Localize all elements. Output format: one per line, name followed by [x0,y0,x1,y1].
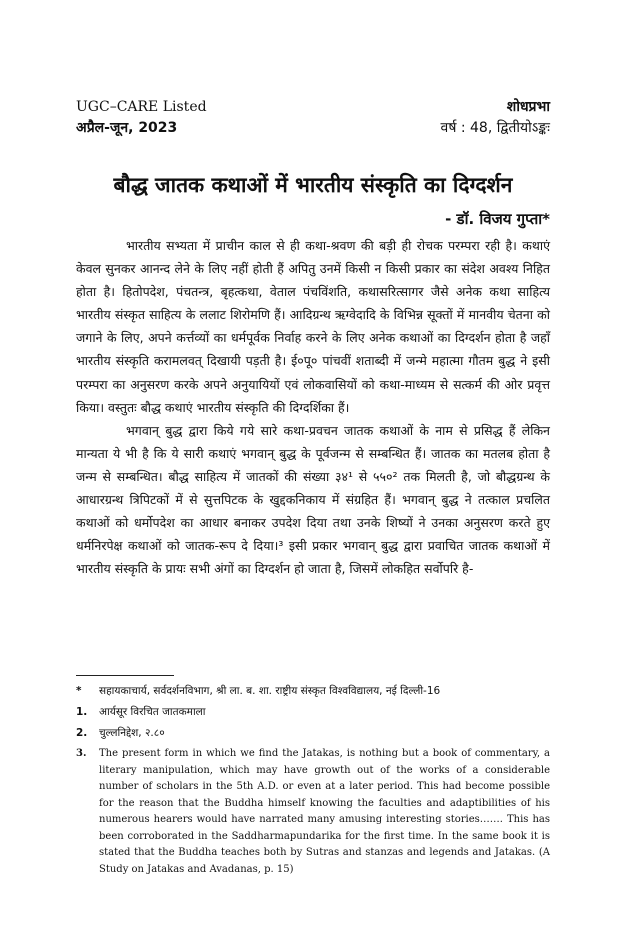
footnote [76,681,550,702]
paragraph: भगवान् बुद्ध द्वारा किये गये सारे कथा-प्रवचन जातक कथाओं के नाम से प्रसिद्ध हैं लेकिन मान्यता ये भी है कि ये सारी कथाएं भगवान् बुद्ध के पूर्वजन्म से सम्बन्धित हैं। जातक का मतलब होता है जन्म से सम्बन्धित। बौद्ध साहित्य में जातकों की संख्या ३४¹ से ५५०² तक मिलती है, जो बौद्धग्रन्थ के आधारग्रन्थ त्रिपिटकों में से सुत्तपिटक के खुद्दकनिकाय में संग्रहित हैं। भगवान् बुद्ध ने तत्काल प्रचलित कथाओं को धर्मोपदेश का आधार बनाकर उपदेश दिया तथा उनके शिष्यों ने उनका अनुसरण करते हुए धर्मनिरपेक्ष कथाओं को जातक-रूप दे दिया।³ इसी प्रकार भगवान् बुद्ध द्वारा प्रवाचित जातक कथाओं में भारतीय संस्कृति के प्रायः सभी अंगों का दिग्दर्शन हो जाता है, जिसमें लोकहित सर्वोपरि है- [76,422,550,577]
footnote-text: आर्यसूर विरचित जातकमाला [99,706,206,718]
journal-name: शोधप्रभा [506,99,550,115]
footnote-mark: 3. [76,748,87,759]
footnotes [76,681,550,878]
footnote [76,746,550,878]
article-author: - डॉ. विजय गुप्ता* [445,210,550,228]
footnote-divider [76,675,174,676]
footnote-mark: 2. [76,727,88,739]
article-title: बौद्ध जातक कथाओं में भारतीय संस्कृति का दिग्दर्शन [113,173,513,197]
paragraph: भारतीय सभ्यता में प्राचीन काल से ही कथा-श्रवण की बड़ी ही रोचक परम्परा रही है। कथाएं केवल सुनकर आनन्द लेने के लिए नहीं होती हैं अपितु उनमें किसी न किसी प्रकार का संदेश अवश्य निहित होता है। हितोपदेश, पंचतन्त्र, बृहत्कथा, वेताल पंचविंशति, कथासरित्सागर जैसे अनेक कथा साहित्य भारतीय संस्कृत साहित्य के ललाट शिरोमणि हैं। आदिग्रन्थ ऋग्वेदादि के विभिन्न सूक्तों में मानवीय चेतना को जगाने के लिए, अपने कर्त्तव्यों का धर्मपूर्वक निर्वाह करने के लिए अनेक कथाओं का दिग्दर्शन होता है जहाँ भारतीय संस्कृति करामलवत् दिखायी पड़ती है। ई०पू० पांचवीं शताब्दी में जन्मे महात्मा गौतम बुद्ध ने इसी परम्परा का अनुसरण करके अपने अनुयायियों एवं लोकवासियों को कथा-माध्यम से सत्कर्म की ओर प्रवृत्त किया। वस्तुतः बौद्ध कथाएं भारतीय संस्कृति की दिग्दर्शिका हैं। [76,238,550,415]
footnote-text: The present form in which we find the Jatakas, is nothing but a book of commentary, a literary manipulation, which may have growth out of the works of a considerable number of scholars in the 5th A.D. or even at a later period. This had become possible for the reason that the Buddha himself knowing the faculties and adaptibilities of his numerous hearers would have narrated many amusing interesting stories……. This has been corroborated in the Saddharmapundarika for the first time. In the same book it is stated that the Buddha teaches both by Sutras and stanzas and legends and Jatakas. (A Study on Jatakas and Avadanas, p. 15) [99,748,550,875]
issue-date: अप्रैल-जून, 2023 [76,120,178,136]
footnote-text: सहायकाचार्य, सर्वदर्शनविभाग, श्री ला. ब. शा. राष्ट्रीय संस्कृत विश्वविद्यालय, नई दिल्ली-16 [99,685,441,697]
footnote [76,723,550,744]
volume-issue: वर्ष : 48, द्वितीयोऽङ्कः [440,120,550,136]
footnote-mark: 1. [76,706,88,718]
footnote [76,702,550,723]
footnote-mark: * [76,685,82,697]
article-body [76,234,550,580]
journal-listing: UGC–CARE Listed [76,99,207,115]
footnote-text: चुल्लनिद्देश, २.८० [99,727,165,739]
header-right [290,97,550,139]
